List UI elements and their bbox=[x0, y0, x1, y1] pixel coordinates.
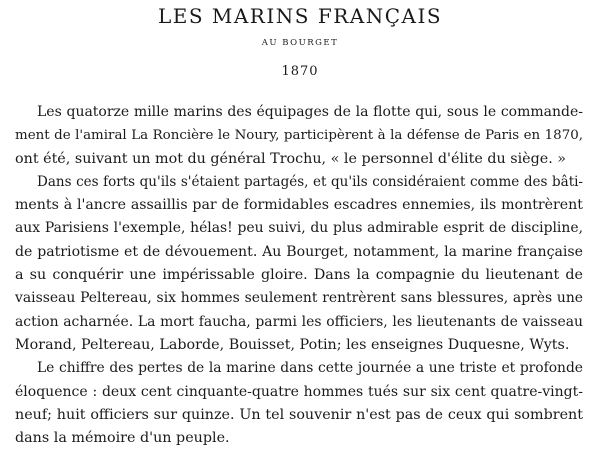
page-subtitle: AU BOURGET bbox=[261, 38, 339, 48]
text-line: Le chiffre des pertes de la marine dans cette journée a une triste et profonde bbox=[37, 360, 583, 377]
text-line: ments à l'ancre assaillis par de formidables escadres ennemies, ils montrèrent bbox=[15, 197, 583, 214]
text-line: vaisseau Peltereau, six hommes seulement rentrèrent sans blessures, après une bbox=[15, 290, 583, 307]
text-line: action acharnée. La mort faucha, parmi les officiers, les lieutenants de vaisseau bbox=[15, 313, 583, 330]
text-line: a su conquérir une impérissable gloire. Dans la compagnie du lieutenant de bbox=[15, 267, 583, 284]
page-year: 1870 bbox=[281, 64, 319, 79]
body-text bbox=[15, 101, 583, 450]
text-line: ont été, suivant un mot du général Trochu, « le personnel d'élite du siège. » bbox=[15, 150, 567, 167]
text-line: Dans ces forts qu'ils s'étaient partagés, et qu'ils considéraient comme des bâti- bbox=[37, 173, 583, 190]
text-line: ment de l'amiral La Roncière le Noury, participèrent à la défense de Paris en 1870, bbox=[15, 128, 583, 144]
text-line: dans la mémoire d'un peuple. bbox=[15, 430, 230, 447]
text-line: aux Parisiens l'exemple, hélas! peu suivi, du plus admirable esprit de discipline, bbox=[15, 220, 583, 237]
text-line: Les quatorze mille marins des équipages de la flotte qui, sous le commande- bbox=[37, 104, 583, 120]
text-line: neuf; huit officiers sur quinze. Un tel souvenir n'est pas de ceux qui sombrent bbox=[15, 406, 583, 423]
page-title: LES MARINS FRANÇAIS bbox=[157, 4, 443, 28]
text-line: éloquence : deux cent cinquante-quatre hommes tués sur six cent quatre-vingt- bbox=[15, 383, 583, 400]
text-line: Morand, Peltereau, Laborde, Bouisset, Potin; les enseignes Duquesne, Wyts. bbox=[15, 336, 570, 353]
text-line: de patriotisme et de dévouement. Au Bourget, notamment, la marine française bbox=[15, 243, 583, 260]
